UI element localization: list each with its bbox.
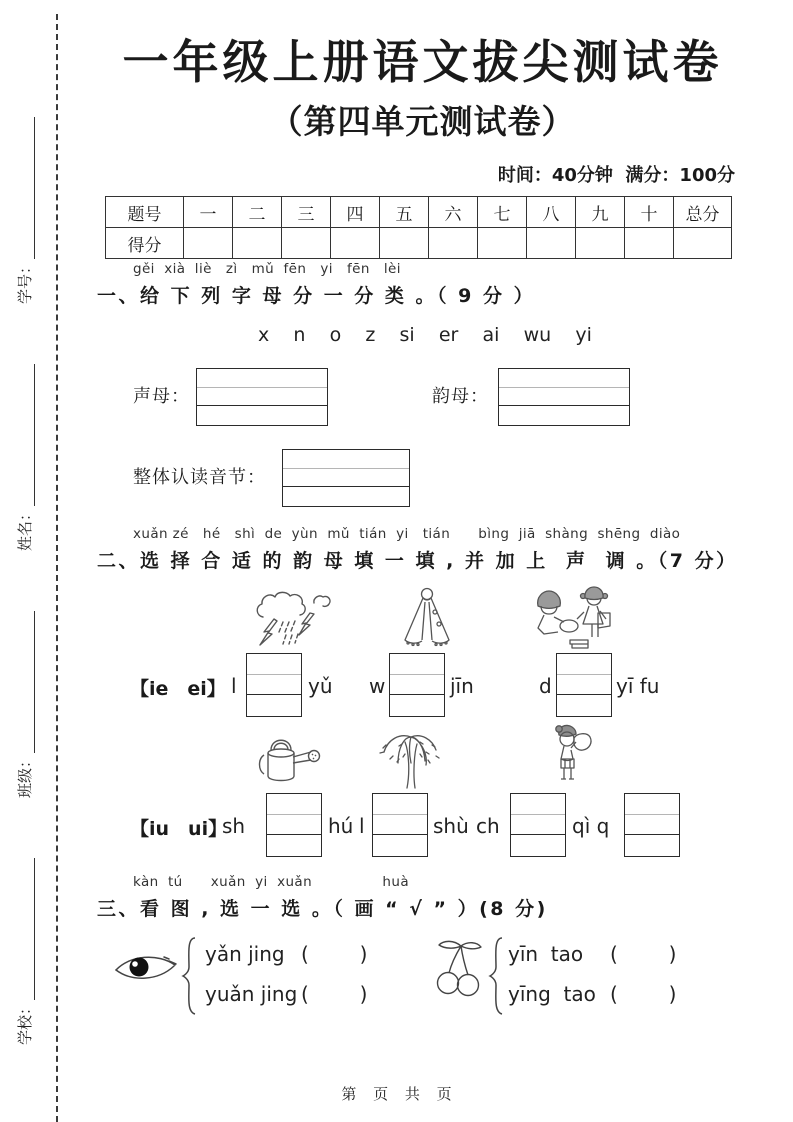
q2-pinyin: xuǎn zé hé shì de yùn mǔ tián yi tián bìng jiā shàng shēng diào (133, 526, 681, 542)
header-cell: 八 (527, 197, 576, 228)
q2-r2-item1-answer-box[interactable] (266, 793, 322, 857)
q3-g2-option2: yīng tao (508, 982, 596, 1006)
page-title: 一年级上册语文拔尖测试卷 (122, 35, 723, 89)
q2-r1-item1-answer-box[interactable] (246, 653, 302, 717)
header-cell: 九 (576, 197, 625, 228)
score-table-score-row (106, 228, 732, 259)
q2-r2-item3-answer-box-2[interactable] (624, 793, 680, 857)
q2-r1-item3-initial: d (539, 674, 552, 698)
q3-g1-option1-checkbox[interactable]: ( ) (301, 942, 368, 966)
name-blank-line[interactable] (19, 364, 35, 506)
q3-g2-option1: yīn tao (508, 942, 584, 966)
header-cell: 六 (429, 197, 478, 228)
class-field (14, 611, 35, 798)
q2-r1-item2-syllable: jīn (450, 674, 474, 698)
class-blank-line[interactable] (19, 611, 35, 753)
q2-r1-item3-syllable: yī fu (616, 674, 660, 698)
storm-cloud-rain-lightning-icon (250, 588, 334, 650)
class-label: 班级： (16, 752, 34, 798)
school-label: 学校： (16, 999, 34, 1045)
q2-r2-item3-middle: qì q (572, 814, 610, 838)
student-number-field (14, 117, 35, 304)
name-label: 姓名： (16, 505, 34, 551)
shengmu-answer-box[interactable] (196, 368, 328, 426)
scarf-icon (398, 586, 456, 650)
q2-r1-item1-initial: l (231, 674, 237, 698)
school-field (14, 858, 35, 1045)
q3-pinyin: kàn tú xuǎn yi xuǎn huà (133, 874, 409, 890)
q3-g2-option1-checkbox[interactable]: ( ) (610, 942, 677, 966)
score-cell[interactable] (576, 228, 625, 259)
q1-title: 一、给 下 列 字 母 分 一 分 类 。（ 9 分 ） (97, 285, 536, 307)
score-cell[interactable] (282, 228, 331, 259)
page-subtitle: （第四单元测试卷） (269, 102, 576, 141)
q2-r2-item1-initial: sh (222, 814, 246, 838)
q2-r1-item2-answer-box[interactable] (389, 653, 445, 717)
cherries-icon (434, 938, 486, 1000)
q3-group2-brace (488, 936, 504, 1016)
q3-g1-option2: yuǎn jing (205, 982, 298, 1006)
score-cell[interactable] (429, 228, 478, 259)
q3-g1-option1: yǎn jing (205, 942, 285, 966)
q2-r1-item1-syllable: yǔ (308, 674, 333, 698)
q2-r1-item3-answer-box[interactable] (556, 653, 612, 717)
q3-title: 三、看 图 , 选 一 选 。（ 画 “ √ ” ）(8 分) (97, 898, 548, 920)
header-cell: 题号 (106, 197, 184, 228)
q2-r2-item1-syllable: hú (328, 814, 354, 838)
header-cell: 五 (380, 197, 429, 228)
zhengti-label: 整体认读音节： (133, 467, 266, 488)
score-cell[interactable] (478, 228, 527, 259)
score-cell[interactable] (380, 228, 429, 259)
header-cell: 二 (233, 197, 282, 228)
school-blank-line[interactable] (19, 858, 35, 1000)
score-table (105, 196, 732, 259)
student-number-label: 学号： (16, 258, 34, 304)
q1-letter-list: x n o z si er ai wu yi (258, 324, 592, 346)
q3-group1-brace (181, 936, 197, 1016)
yunmu-answer-box[interactable] (498, 368, 630, 426)
shengmu-label: 声母： (133, 386, 190, 407)
zhengti-answer-box[interactable] (282, 449, 410, 507)
willow-tree-icon (374, 724, 446, 790)
header-cell: 总分 (674, 197, 732, 228)
score-cell[interactable] (331, 228, 380, 259)
score-cell[interactable] (674, 228, 732, 259)
page-footer: 第 页 共 页 (341, 1085, 452, 1103)
children-folding-clothes-icon (526, 586, 614, 650)
sidebar-student-info (14, 45, 35, 1045)
score-cell[interactable] (233, 228, 282, 259)
time-score-meta: 时间：40分钟 满分：100分 (497, 165, 735, 186)
q2-r1-item2-initial: w (369, 674, 386, 698)
score-cell[interactable] (184, 228, 233, 259)
yunmu-label: 韵母： (432, 386, 489, 407)
q2-row2-option-brackets: 【iu ui】 (130, 818, 228, 840)
q2-r2-item2-syllable: shù (433, 814, 469, 838)
score-cell[interactable] (625, 228, 674, 259)
q2-r2-item2-initial: l (359, 814, 365, 838)
name-field (14, 364, 35, 551)
q1-pinyin: gěi xià liè zì mǔ fēn yi fēn lèi (133, 261, 401, 277)
header-cell: 四 (331, 197, 380, 228)
q2-title: 二、选 择 合 适 的 韵 母 填 一 填 , 并 加 上 声 调 。（7 分） (97, 550, 738, 572)
q2-row1-option-brackets: 【ie ei】 (130, 678, 226, 700)
q2-r2-item2-answer-box[interactable] (372, 793, 428, 857)
q3-g1-option2-checkbox[interactable]: ( ) (301, 982, 368, 1006)
q3-g2-option2-checkbox[interactable]: ( ) (610, 982, 677, 1006)
header-cell: 一 (184, 197, 233, 228)
header-cell: 三 (282, 197, 331, 228)
score-cell[interactable] (527, 228, 576, 259)
student-number-blank-line[interactable] (19, 117, 35, 259)
header-cell: 十 (625, 197, 674, 228)
score-row-label: 得分 (106, 228, 184, 259)
header-cell: 七 (478, 197, 527, 228)
q2-r2-item3-initial: ch (476, 814, 500, 838)
child-blowing-balloon-icon (550, 722, 598, 790)
seal-dashed-line (56, 14, 58, 1122)
q2-r2-item3-answer-box[interactable] (510, 793, 566, 857)
score-table-header-row (106, 197, 732, 228)
watering-can-icon (254, 726, 322, 790)
eye-icon (114, 952, 178, 986)
